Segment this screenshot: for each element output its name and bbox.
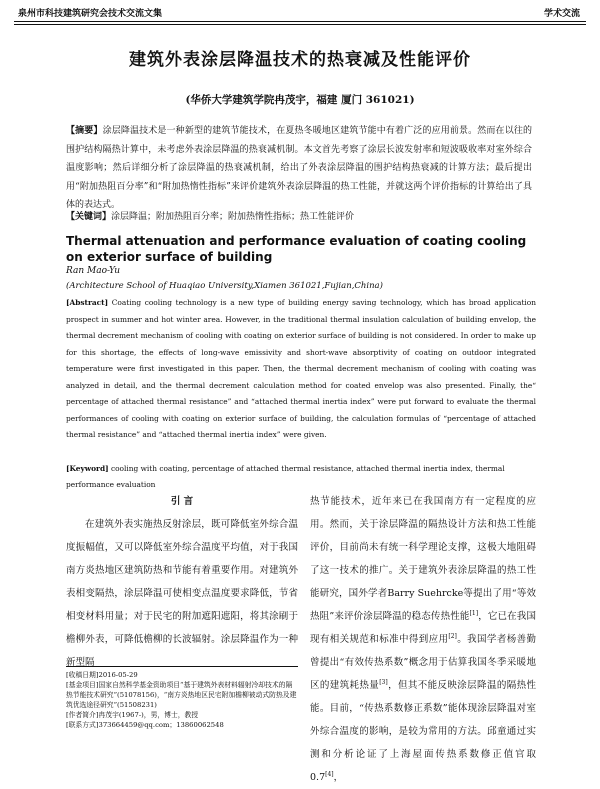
keywords-en-text: cooling with coating, percentage of attached thermal resistance, attached thermal inertia index, thermal performance evaluation — [66, 464, 505, 489]
header-rule-thin — [14, 24, 586, 25]
footnote-contact: [联系方式]373664459@qq.com；13860062548 — [66, 721, 224, 729]
footnote-author-bio: [作者简介]冉茂宇(1967-)，男，博士，教授 — [66, 711, 199, 719]
keywords-cn — [66, 209, 532, 225]
affiliation-cn: (华侨大学建筑学院冉茂宇，福建 厦门 361021) — [185, 94, 415, 106]
footnote-rule — [66, 666, 298, 667]
citation-ref[interactable]: [1] — [469, 609, 479, 617]
paper-title-en: Thermal attenuation and performance evaluation of coating cooling on exterior surface of building — [66, 234, 527, 264]
section-title-introduction: 引 言 — [170, 496, 194, 507]
text-span: ，它已在我国现有相关规范和标准中得到应用 — [310, 611, 536, 645]
citation-ref[interactable]: [3] — [379, 678, 388, 686]
body-paragraph: 在建筑外表实施热反射涂层，既可降低室外综合温度振幅值，又可以降低室外综合温度平均值，对于我国南方炎热地区建筑防热和节能有着重要作用。对建筑外表相变隔热，涂层降温可使相变点温度要求降低，节省相变材料用量；对于民宅的附加遮阳遮阳，将其涂刷于檐柳外表，可降低檐柳的长波辐射。涂层降温作为一种新型隔 — [66, 519, 298, 668]
abstract-cn-label: 【摘要】 — [66, 126, 103, 136]
footnotes — [66, 670, 298, 730]
abstract-cn-text: 涂层降温技术是一种新型的建筑节能技术，在夏热冬暖地区建筑节能中有着广泛的应用前景。然而在以往的围护结构隔热计算中，未考虑外表涂层降温的热衰减机制。本文首先考察了涂层长波发射率和短波吸收率对室外综合温度影响；然后详细分析了涂层降温的热衰减机制，给出了外表涂层降温的围护结构热衰减的计算方法；最后提出用“附加热阻百分率”和“附加热惰性指标”来评价建筑外表涂层降温的热工性能，并就这两个评价指标的计算给出了具体的表达式。 — [66, 126, 532, 210]
abstract-cn — [66, 122, 532, 215]
author-en: Ran Mao-Yu — [66, 266, 121, 276]
keywords-en-label: [Keyword] — [66, 464, 109, 473]
keywords-cn-label: 【关键词】 — [66, 212, 112, 222]
text-span: ， — [333, 772, 344, 783]
body-paragraph-continued — [310, 490, 536, 789]
abstract-en-text: Coating cooling technology is a new type of building energy saving technology, which has broad application prospect in summer and hot winter area. However, in the traditional thermal insulation calculation of building envelop, the thermal decrement mechanism of cooling with coating on exterior surface of building is not considered. In order to make up for this shortage, the effects of long-wave emissivity and short-wave absorptivity of coating on outdoor integrated temperature were first investigated in this paper. Then, the thermal decrement mechanism of cooling with coating was analyzed in detail, and the thermal decrement calculation method for coated envelop was also presented. Finally, the“ percentage of attached thermal resistance” and “attached thermal inertia index” were put forward to evaluate the thermal performances of cooling with coating on exterior surface of building, the calculation formulas of “percentage of attached thermal resistance” and “attached thermal inertia index” were given. — [66, 298, 536, 439]
citation-ref[interactable]: [2] — [448, 632, 457, 640]
keywords-cn-text: 涂层降温；附加热阻百分率；附加热惰性指标；热工性能评价 — [111, 212, 355, 222]
page-header — [0, 0, 600, 26]
keywords-en — [66, 461, 536, 493]
paper-title-cn: 建筑外表涂层降温技术的热衰减及性能评价 — [129, 50, 471, 70]
journal-name: 泉州市科技建筑研究会技术交流文集 — [18, 9, 163, 19]
body-column-right — [310, 490, 536, 789]
affiliation-en: (Architecture School of Huaqiao University,Xiamen 361021,Fujian,China) — [66, 281, 383, 291]
header-rule — [14, 21, 586, 22]
citation-ref[interactable]: [4] — [325, 770, 334, 778]
abstract-en — [66, 295, 536, 444]
text-span: 热节能技术，近年来已在我国南方有一定程度的应用。然而，关于涂层降温的隔热设计方法和热工性能评价，目前尚未有统一科学理论支撑，这极大地阻碍了这一技术的推广。关于建筑外表涂层降温的热工性能研究，国外学者Barry Suehrcke等提出了用“等效热阻”来评价涂层降温的稳态传热性能 — [310, 496, 536, 622]
body-column-left — [66, 490, 298, 674]
abstract-en-label: [Abstract] — [66, 298, 109, 307]
footnote-received-date: [收稿日期]2016-05-29 — [66, 671, 138, 679]
footnote-funding: [基金项目]国家自然科学基金资助项目“基于建筑外表材料辐射冷却技术的隔热节能技术研究”(51078156)，“南方炎热地区民宅附加檐柳被动式防热及建筑优选途径研究”(51508231) — [66, 681, 297, 709]
text-span: ，但其不能反映涂层降温的隔热性能。目前，“传热系数修正系数”能体现涂层降温对室外综合温度的影响，是较为常用的方法。邱童通过实测和分析论证了上海屋面传热系数修正值官取 0.7 — [310, 680, 536, 783]
text-span: 。我国学者杨善勤曾提出“有效传热系数”概念用于估算我国冬季采暖地区的建筑耗热量 — [310, 634, 536, 691]
section-name: 学术交流 — [543, 9, 580, 19]
